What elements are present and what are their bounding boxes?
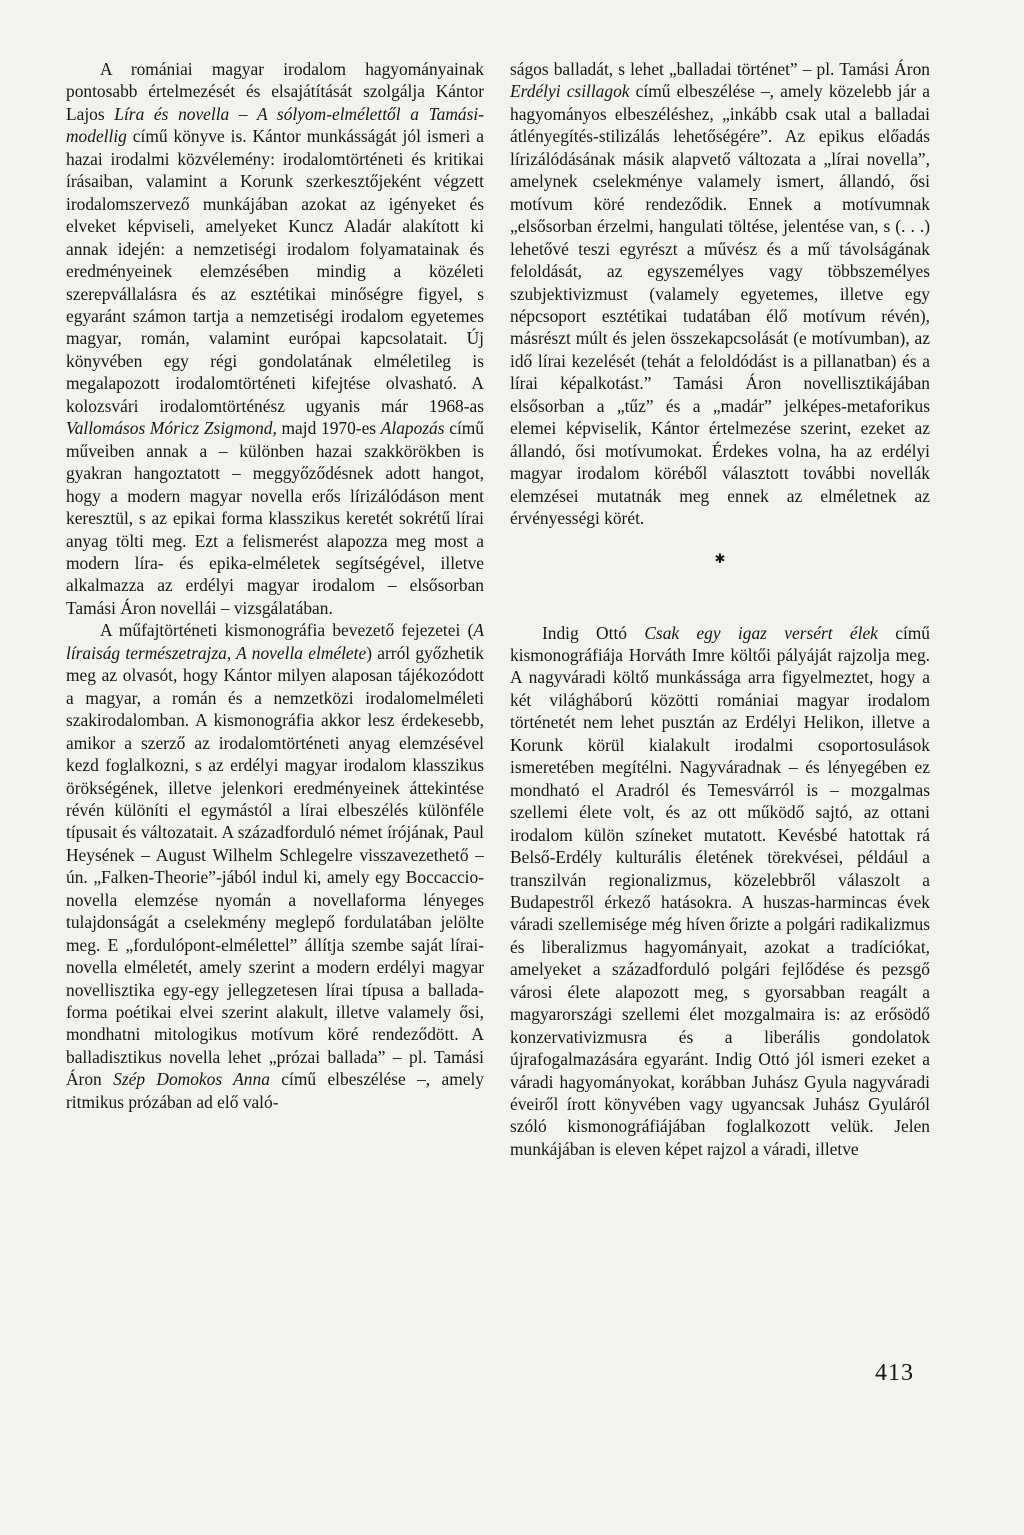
book-title-italic: Erdélyi csillagok [510, 81, 630, 102]
left-column [66, 58, 484, 1113]
paragraph-kantor-continued [510, 58, 930, 530]
paragraph-kantor-chapters [66, 619, 484, 1113]
text-run: című könyve is. Kántor munkásságát jól ismeri a hazai irodalmi közvélemény: irodalomtörténeti és kritikai írásaiban, valamint a Korunk szerkesztőjeként végzett irodalomszervező munkájában azokat az igényeket és elveket képviseli, amelyeket Kuncz Aladár alakított ki annak idején: a nemzetiségi irodalom folyamatainak és eredményeinek elemzésében mindig a közéleti szerepvállalásra és az esztétikai minőségre figyel, s egyaránt számon tartja a nemzetiségi irodalom egyetemes magyar, román, valamint európai kapcsolatait. Új könyvében egy régi gondolatának elméletileg is megalapozott irodalomtörténeti kifejtése olvasható. A kolozsvári irodalomtörténész ugyanis már 1968-as [66, 126, 484, 416]
text-run: ) arról győzhetik meg az olvasót, hogy Kántor milyen alaposan tájékozódott a magyar, a román és a nemzetközi irodalomelméleti szakirodalomban. A kismonográfia akkor lesz érdekesebb, amikor a szerző az irodalomtörténeti anyag elemzésével kezd foglalkozni, s az erdélyi magyar irodalom klasszikus örökségének, illetve jelenkori eredményeinek áttekintése révén különíti el egymástól a lírai elbeszélés különféle típusait és változatait. A századforduló német írójának, Paul Heysének – August Wilhelm Schlegelre visszavezethető – ún. „Falken-Theorie”-jából indul ki, amely egy Boccaccio-novella elemzése nyomán a novellaforma lényeges tulajdonságát a cselekmény meglepő fordulatában jelölte meg. E „fordulópont-elmélettel” állítja szembe saját lírai-novella elméletét, amely szerint a modern erdélyi magyar novellisztika egy-egy jellegzetesen lírai típusa a ballada-forma poétikai elvei szerint alakult, illetve valamely ősi, mondhatni mitologikus motívum köré rendeződött. A balladisztikus novella lehet „prózai ballada” – pl. Tamási Áron [66, 642, 484, 1090]
text-run: ságos balladát, s lehet „balladai történet” – pl. Tamási Áron [510, 59, 930, 79]
text-run: A műfajtörténeti kismonográfia bevezető fejezetei ( [100, 620, 474, 641]
page-number: 413 [875, 1360, 914, 1386]
book-title-italic: Csak egy igaz versért élek [644, 622, 878, 643]
text-run: című kismonográfiája Horváth Imre költői pályáját rajzolja meg. A nagyváradi költő munkássága arra figyelmeztet, hogy a két világháború közötti romániai magyar irodalom történetét nem lehet pusztán az Erdélyi Helikon, illetve a Korunk körül kialakult irodalmi csoportosulások ismeretében megítélni. Nagyváradnak – és lényegében ez mondható el Aradról és Temesvárról is – mozgalmas szellemi élete volt, és az ott működő sajtó, az ottani irodalom külön színeket mutatott. Kevésbé hatottak rá Belső-Erdély kulturális életének törekvései, például a transzilván regionalizmus, közelebbről válaszolt a Budapestről érkező hatásokra. A huszas-harmincas évek váradi szellemisége még híven őrizte a polgári radikalizmus és liberalizmus hagyományait, azokat a tradíciókat, amelyeket a századforduló polgári fejlődése és pezsgő városi élete alapozott meg, s gyorsabban reagált a magyarországi szellemi élet mozgalmaira is: az erősödő konzervativizmusra és a liberális gondolatok újrafogalmazására egyaránt. Indig Ottó jól ismeri ezeket a váradi hagyományokat, korábban Juhász Gyula nagyváradi éveiről írott könyvében vagy ugyancsak Juhász Gyuláról szóló kismonográfiájában foglalkozott velük. Jelen munkájában is eleven képet rajzol a váradi, illetve [510, 622, 931, 1159]
text-run: A romániai magyar irodalom hagyományainak pontosabb értelmezését és elsajátítását szolgálja Kántor Lajos [66, 59, 484, 124]
book-title-italic: Vallomásos Móricz Zsigmond, [66, 418, 277, 439]
text-run: című műveiben annak a – különben hazai szakkörökben is gyakran hangoztatott – meggyőződésnek adott hangot, hogy a modern magyar novella erős lírizálódáson ment keresztül, s az epikai forma klasszikus keretét sokrétű lírai anyag tölti meg. Ezt a felismerést alapozza meg most a modern líra- és epika-elméletek segítségével, illetve alkalmazza az erdélyi magyar irodalom – elsősorban Tamási Áron novellái – vizsgálatában. [66, 418, 484, 618]
paragraph-indig-review [510, 622, 930, 1161]
asterisk-divider-icon: ✱ [714, 550, 726, 566]
chapter-titles-italic: A líraiság természetrajza, A novella elmélete [66, 620, 484, 663]
text-run: című elbeszélése –, amely közelebb jár a hagyományos elbeszéléshez, „inkább csak utal a balladai átlényegítés-stilizálás lehetőségére”. Az epikus előadás lírizálódásának másik alapvető változata a „lírai novella”, amelynek cselekménye valamely ismert, állandó, ősi motívum köré rendeződik. Ennek a motívumnak „elsősorban érzelmi, hangulati töltése, jelentése van, s (. . .) lehetővé teszi egyrészt a művész és a mű távolságának feloldását, az egyszemélyes vagy többszemélyes szubjektivizmust (valamely egyetemes, illetve egy népcsoport esztétikai tudatában élő motívum révén), másrészt múlt és jelen összekapcsolását (e motívumban), az idő lírai kezelését (tehát a feloldódást is a pillanatban) és a lírai képalkotást.” Tamási Áron novellisztikájában elsősorban a „tűz” és a „madár” jelképes-metaforikus elemei képviselik, Kántor értelmezése szerint, ezeket az állandó, ősi motívumokat. Érdekes volna, ha az erdélyi magyar irodalom köréből választott további novellák elemzései mutatnák meg ennek az elméletnek az érvényességi körét. [510, 81, 930, 529]
section-divider [510, 552, 930, 566]
text-run: című elbeszélése –, amely ritmikus prózában ad elő való- [66, 1069, 484, 1112]
book-title-italic: Líra és novella – A sólyom-elmélettől a Tamási-modellig [66, 103, 484, 147]
text-run: Indig Ottó [542, 622, 645, 643]
right-column [510, 58, 930, 1160]
book-title-italic: Alapozás [380, 418, 445, 439]
paragraph-kantor-intro [66, 58, 484, 619]
text-run: majd 1970-es [276, 418, 381, 439]
book-title-italic: Szép Domokos Anna [113, 1069, 270, 1090]
